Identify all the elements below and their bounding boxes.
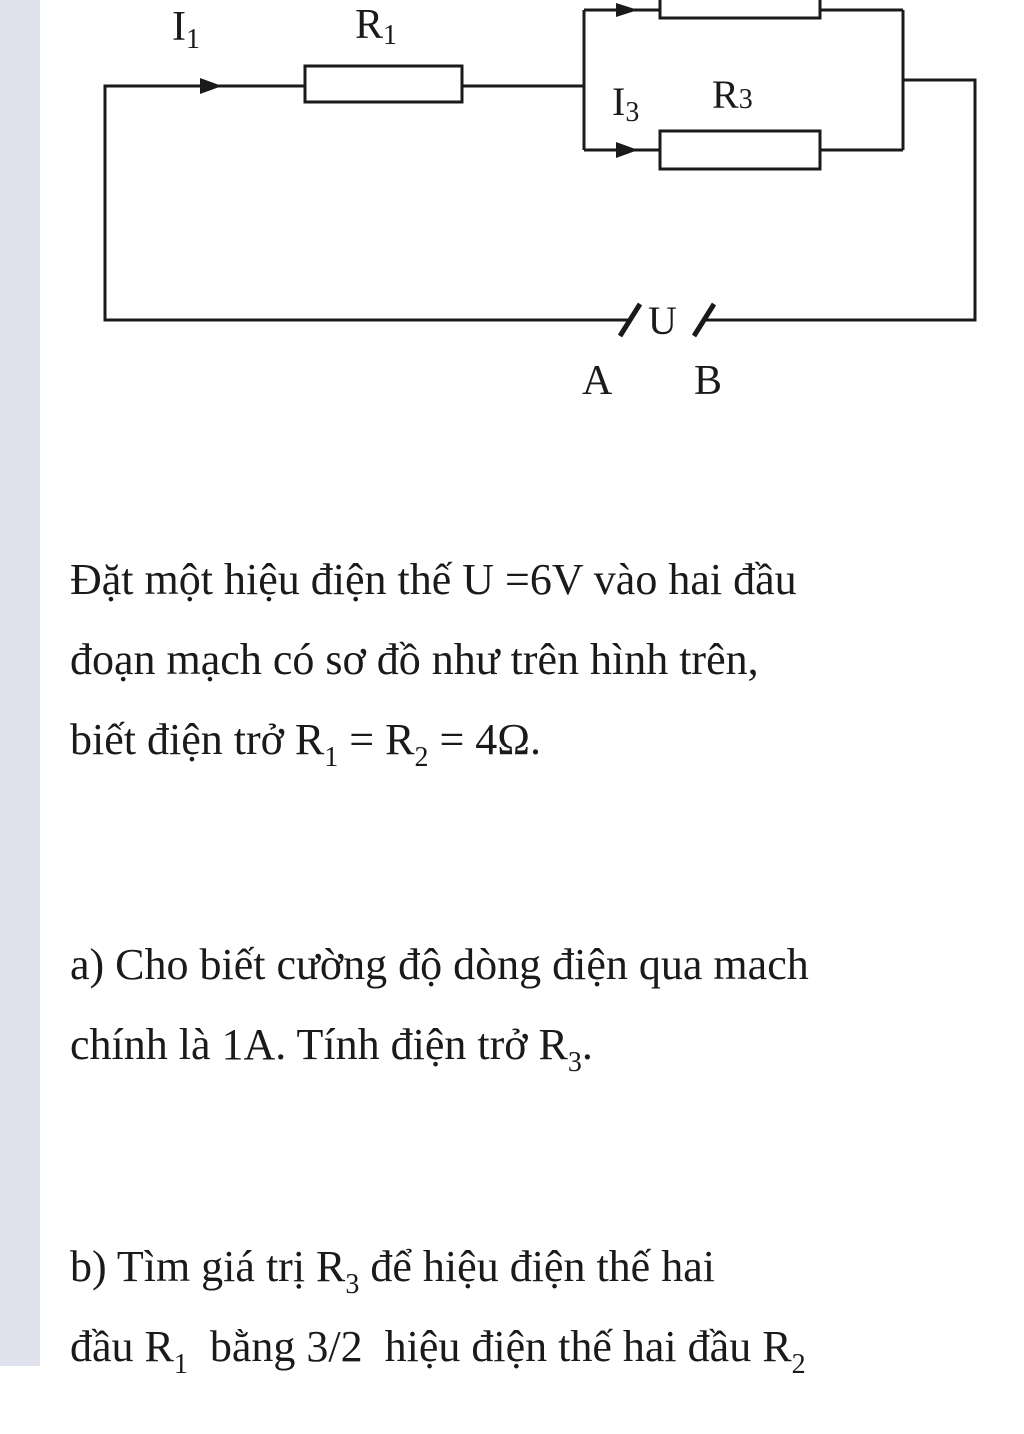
problem-part-a (70, 925, 1000, 1085)
arrow-i3 (616, 142, 638, 158)
part-b-line-2-mid: bằng 3/2 hiệu điện thế hai đầu (187, 1322, 763, 1371)
intro-line-3-prefix: biết điện trở (70, 715, 295, 764)
resistor-r3 (660, 131, 820, 169)
resistor-r2 (660, 0, 820, 18)
math-equals-1: = (338, 715, 386, 764)
part-b-line-1-prefix: b) Tìm giá trị (70, 1242, 317, 1291)
label-r1: R1 (355, 2, 398, 51)
wire-right-loop (702, 80, 975, 320)
math-r1-b: $R_1$ (144, 1322, 188, 1380)
label-i1: I1 (172, 4, 200, 55)
part-b-line-2 (70, 1307, 1000, 1387)
math-r1: $R_1$ (294, 715, 339, 773)
part-b-line-2-prefix: đầu (70, 1322, 145, 1371)
math-r2: $R_2$ (385, 715, 429, 773)
label-r3: R3 (712, 72, 753, 117)
problem-part-b (70, 1227, 1000, 1387)
arrow-i2 (616, 3, 638, 17)
part-a-line-1: a) Cho biết cường độ dòng điện qua mach (70, 940, 809, 989)
wire-left-loop (105, 86, 632, 320)
math-equals-2: = 4Ω. (428, 715, 541, 764)
arrow-i1 (200, 78, 222, 94)
part-a-line-2-prefix: chính là 1A. Tính điện trở (70, 1020, 539, 1069)
math-r3-b: $R_3$ (316, 1242, 360, 1300)
part-a-line-2-suffix: . (581, 1020, 593, 1069)
resistor-r1 (305, 66, 462, 102)
label-terminal-a: A (582, 358, 613, 404)
intro-line-1: Đặt một hiệu điện thế U =6V vào hai đầu (70, 555, 797, 604)
math-r3: $R_3$ (538, 1020, 582, 1078)
label-terminal-b: B (694, 358, 723, 404)
math-r2-b: $R_2$ (762, 1322, 806, 1380)
label-i3: I3 (612, 79, 640, 128)
intro-line-2: đoạn mạch có sơ đồ như trên hình trên, (70, 635, 759, 684)
intro-line-3 (70, 700, 1000, 780)
part-b-line-1-suffix: để hiệu điện thế hai (359, 1242, 715, 1291)
label-u: U (648, 298, 677, 343)
circuit-diagram (0, 0, 1024, 420)
problem-intro (70, 540, 1000, 780)
part-a-line-2 (70, 1005, 1000, 1085)
part-b-line-1 (70, 1227, 1000, 1307)
